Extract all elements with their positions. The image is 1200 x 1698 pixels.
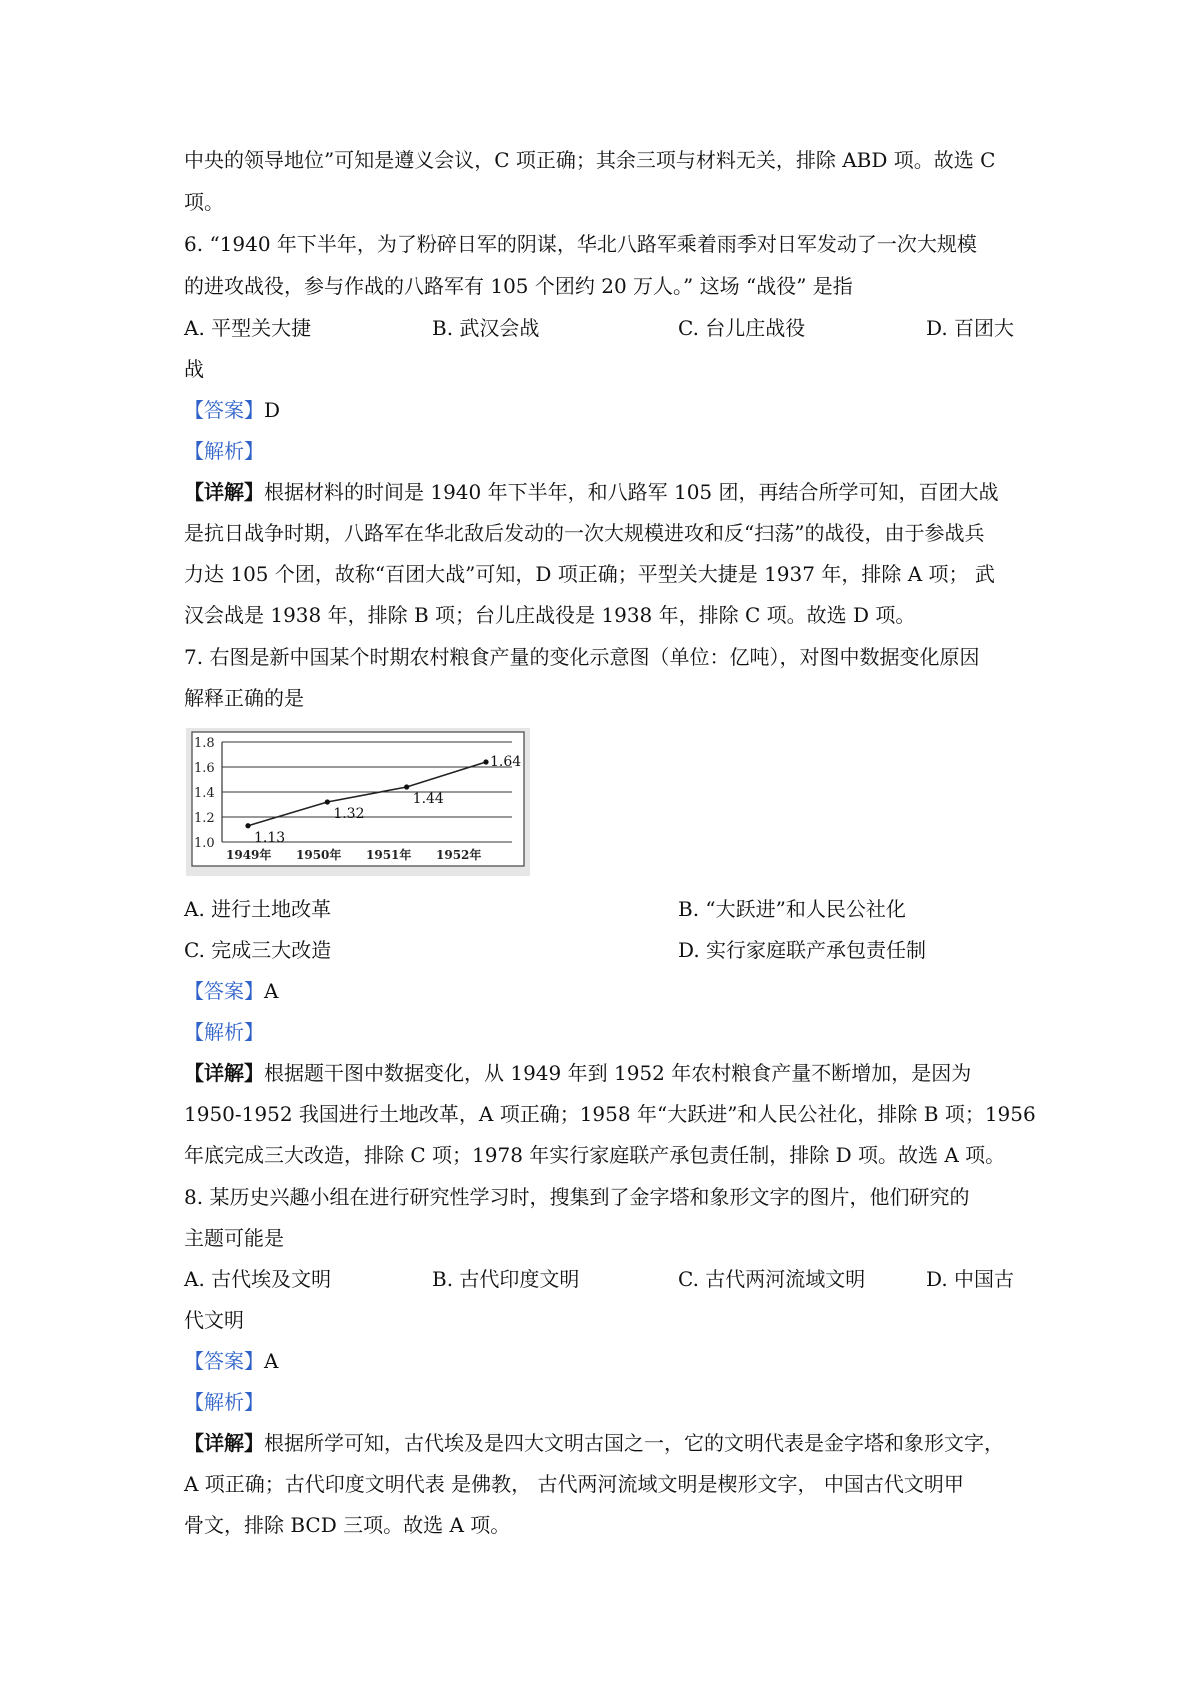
q8-option-b: B. 古代印度文明 bbox=[432, 1267, 580, 1291]
q6-option-b: B. 武汉会战 bbox=[432, 316, 540, 340]
q8-option-d: D. 中国古 bbox=[926, 1267, 1015, 1291]
q6-option-a: A. 平型关大捷 bbox=[184, 316, 312, 340]
q7-stem-line-2: 解释正确的是 bbox=[184, 686, 304, 710]
q7-detail-label: 【详解】 bbox=[184, 1061, 264, 1085]
q7-detail-line-2: 1950-1952 我国进行土地改革，A 项正确；1958 年“大跃进”和人民公社化，排除 B 项；1956 bbox=[184, 1102, 1036, 1126]
q6-option-c: C. 台儿庄战役 bbox=[678, 316, 806, 340]
chart-x-tick-label: 1950年 bbox=[296, 848, 342, 862]
chart-y-tick-label: 1.0 bbox=[194, 836, 215, 851]
chart-data-label: 1.64 bbox=[490, 754, 522, 770]
q7-option-b: B. “大跃进”和人民公社化 bbox=[678, 897, 906, 921]
q5-explanation-line-2: 项。 bbox=[184, 190, 224, 214]
chart-data-point bbox=[325, 799, 330, 804]
q7-option-d: D. 实行家庭联产承包责任制 bbox=[678, 938, 927, 962]
q6-detail-line-4: 汉会战是 1938 年，排除 B 项；台儿庄战役是 1938 年，排除 C 项。故选 D 项。 bbox=[184, 603, 916, 627]
q7-detail-text-1: 根据题干图中数据变化，从 1949 年到 1952 年农村粮食产量不断增加，是因为 bbox=[264, 1061, 972, 1085]
q7-stem-line-1: 7. 右图是新中国某个时期农村粮食产量的变化示意图（单位：亿吨），对图中数据变化原因 bbox=[184, 645, 980, 669]
chart-x-tick-label: 1951年 bbox=[366, 848, 412, 862]
q8-detail-line-1 bbox=[184, 1431, 1004, 1455]
chart-y-tick-label: 1.8 bbox=[194, 736, 215, 751]
q8-option-c: C. 古代两河流域文明 bbox=[678, 1267, 866, 1291]
q8-answer bbox=[184, 1349, 278, 1373]
q6-detail-line-1 bbox=[184, 480, 999, 504]
q6-answer bbox=[184, 398, 280, 422]
chart-background bbox=[192, 732, 524, 866]
q6-analysis-label: 【解析】 bbox=[184, 439, 264, 463]
q7-answer bbox=[184, 979, 278, 1003]
q8-detail-text-1: 根据所学可知，古代埃及是四大文明古国之一，它的文明代表是金字塔和象形文字， bbox=[264, 1431, 1004, 1455]
q7-answer-label: 【答案】 bbox=[184, 979, 264, 1003]
q7-analysis-label: 【解析】 bbox=[184, 1020, 264, 1044]
chart-data-label: 1.13 bbox=[254, 829, 286, 846]
q8-detail-line-3: 骨文，排除 BCD 三项。故选 A 项。 bbox=[184, 1513, 511, 1537]
q5-explanation-line-1: 中央的领导地位”可知是遵义会议，C 项正确；其余三项与材料无关，排除 ABD 项。故选 C bbox=[184, 148, 996, 172]
grain-output-chart bbox=[186, 728, 530, 876]
chart-x-tick-label: 1949年 bbox=[226, 848, 272, 862]
chart-x-tick-label: 1952年 bbox=[436, 848, 482, 862]
q7-answer-value: A bbox=[264, 979, 279, 1003]
q8-option-d-wrap: 代文明 bbox=[184, 1308, 244, 1332]
chart-y-tick-label: 1.4 bbox=[194, 786, 215, 801]
q6-option-d-wrap: 战 bbox=[184, 357, 204, 381]
q6-detail-label: 【详解】 bbox=[184, 480, 264, 504]
q8-stem-line-2: 主题可能是 bbox=[184, 1226, 284, 1250]
q6-detail-line-2: 是抗日战争时期，八路军在华北敌后发动的一次大规模进攻和反“扫荡”的战役，由于参战兵 bbox=[184, 521, 985, 545]
q8-stem-line-1: 8. 某历史兴趣小组在进行研究性学习时，搜集到了金字塔和象形文字的图片，他们研究的 bbox=[184, 1185, 970, 1209]
q8-option-a: A. 古代埃及文明 bbox=[184, 1267, 332, 1291]
chart-data-label: 1.44 bbox=[412, 791, 444, 807]
q7-detail-line-3: 年底完成三大改造，排除 C 项；1978 年实行家庭联产承包责任制，排除 D 项。故选 A 项。 bbox=[184, 1143, 1006, 1167]
q8-detail-line-2: A 项正确；古代印度文明代表 是佛教， 古代两河流域文明是楔形文字， 中国古代文明甲 bbox=[184, 1472, 964, 1496]
q6-detail-text-1: 根据材料的时间是 1940 年下半年，和八路军 105 团，再结合所学可知，百团大战 bbox=[264, 480, 999, 504]
q7-option-a: A. 进行土地改革 bbox=[184, 897, 332, 921]
q6-detail-line-3: 力达 105 个团，故称“百团大战”可知，D 项正确；平型关大捷是 1937 年，排除 A 项； 武 bbox=[184, 562, 995, 586]
q8-detail-label: 【详解】 bbox=[184, 1431, 264, 1455]
q6-stem-line-2: 的进攻战役，参与作战的八路军有 105 个团约 20 万人。” 这场 “战役” 是指 bbox=[184, 274, 853, 298]
chart-data-label: 1.32 bbox=[333, 806, 365, 822]
chart-y-tick-label: 1.2 bbox=[194, 811, 215, 826]
q7-detail-line-1 bbox=[184, 1061, 971, 1085]
q8-answer-label: 【答案】 bbox=[184, 1349, 264, 1373]
q6-option-d: D. 百团大 bbox=[926, 316, 1015, 340]
q7-option-c: C. 完成三大改造 bbox=[184, 938, 332, 962]
q6-answer-label: 【答案】 bbox=[184, 398, 264, 422]
q8-answer-value: A bbox=[264, 1349, 279, 1373]
q8-analysis-label: 【解析】 bbox=[184, 1390, 264, 1414]
q6-stem-line-1: 6. “1940 年下半年，为了粉碎日军的阴谋，华北八路军乘着雨季对日军发动了一次大规模 bbox=[184, 232, 977, 256]
chart-data-point bbox=[483, 759, 488, 764]
chart-data-point bbox=[404, 784, 409, 789]
grain-output-chart-svg bbox=[186, 728, 530, 876]
q6-answer-value: D bbox=[264, 398, 281, 422]
chart-data-point bbox=[245, 823, 250, 828]
chart-y-tick-label: 1.6 bbox=[194, 761, 215, 776]
